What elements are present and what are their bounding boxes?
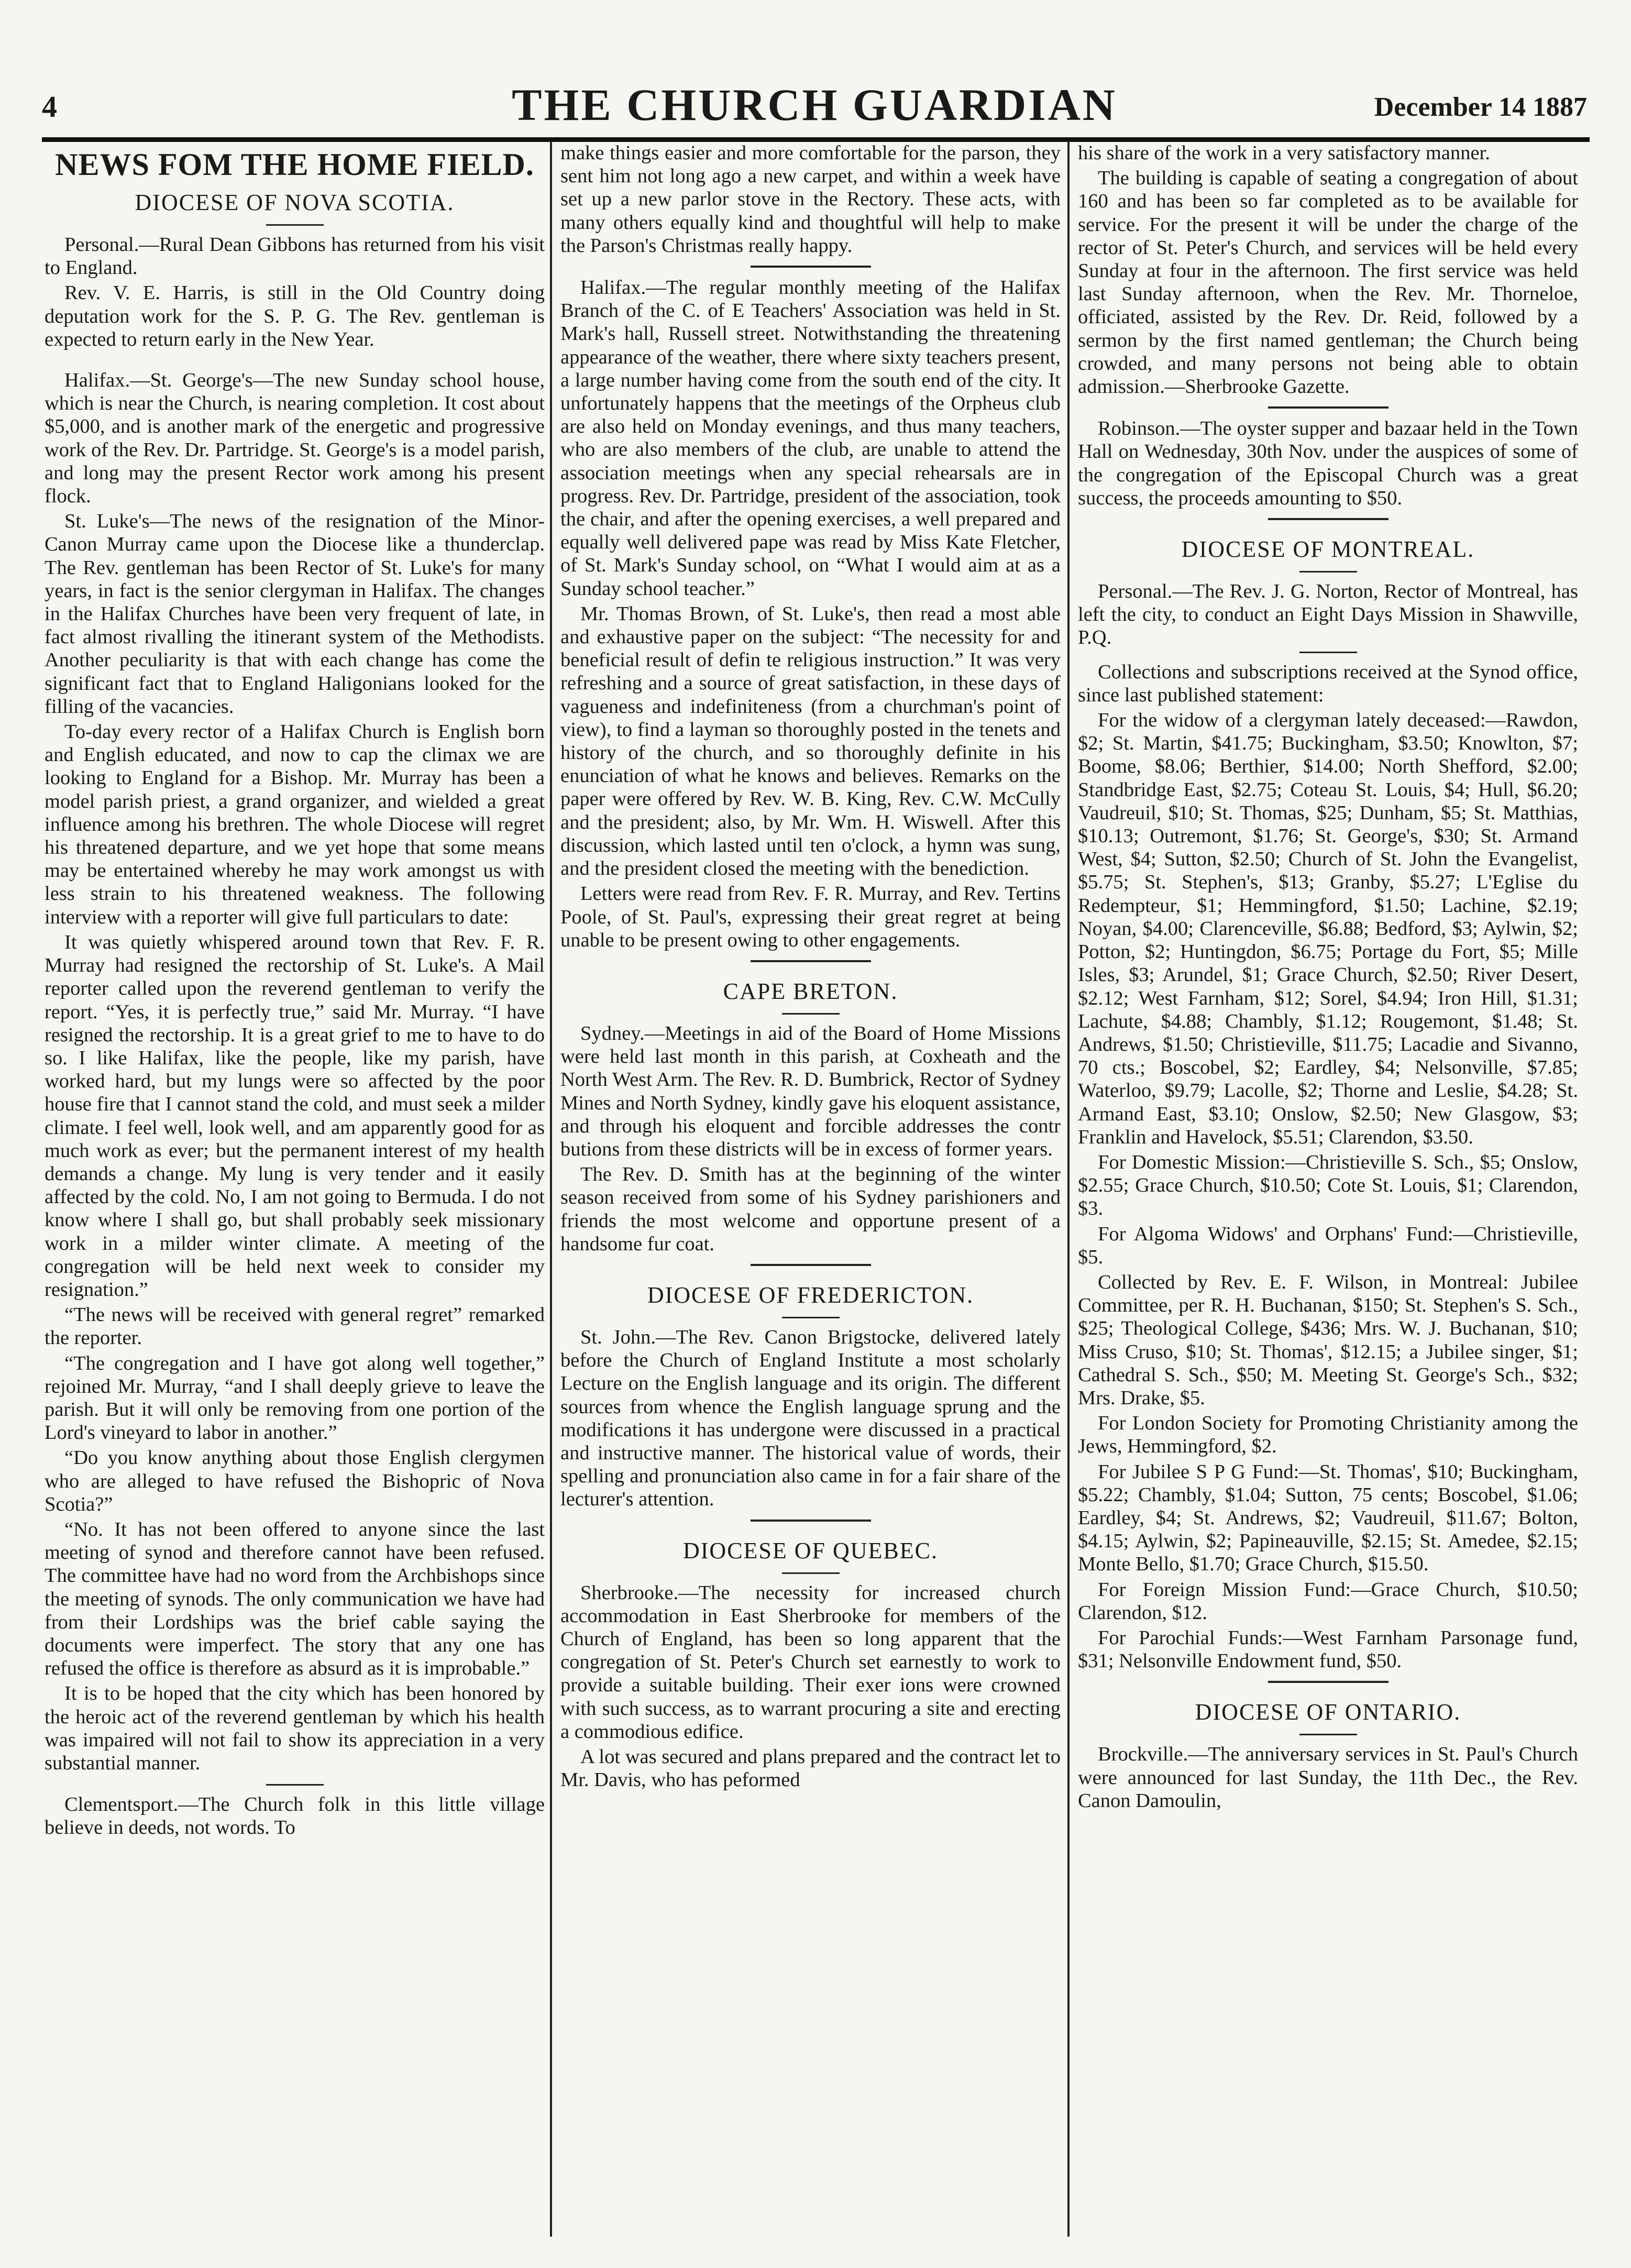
column-rule bbox=[1067, 141, 1070, 2237]
paragraph: Sydney.—Meetings in aid of the Board of Home Missions were held last month in this parish, at Coxheath and the North West Arm. The Rev. R. D. Bumbrick, Rector of Sydney Mines and North Sydney, kindly gave his eloquent assistance, and through his eloquent and forcible addresses the contr butions from these districts will be in excess of former years. bbox=[560, 1022, 1061, 1160]
paragraph: Sherbrooke.—The necessity for increased church accommodation in East Sherbrooke for members of the Church of England, has been so long apparent that the congregation of St. Peter's Church set earnestly to work to provide a suitable building. Their exer ions were crowned with such success, as to warrant procuring a site and erecting a commodious edifice. bbox=[560, 1581, 1061, 1743]
paragraph: Halifax.—St. George's—The new Sunday school house, which is near the Church, is nearing completion. It cost about $5,000, and is another mark of the energetic and progressive work of the Rev. Dr. Partridge. St. George's is a model parish, and long may the present Rector work among his present flock. bbox=[45, 369, 545, 508]
paragraph: For Foreign Mission Fund:—Grace Church, $10.50; Clarendon, $12. bbox=[1078, 1578, 1578, 1624]
divider bbox=[266, 224, 324, 226]
masthead bbox=[42, 79, 1587, 136]
paragraph: “Do you know anything about those English clergymen who are alleged to have refused the Bishopric of Nova Scotia?” bbox=[45, 1447, 545, 1515]
paragraph: For the widow of a clergyman lately deceased:—Rawdon, $2; St. Martin, $41.75; Buckingham, $3.50; Knowlton, $7; Boome, $8.06; Berthier, $14.00; North Shefford, $2.00; Standbridge East, $2.75; Coteau St. Louis, $4; Hull, $6.20; Vaudreuil, $10; St. Thomas, $25; Dunham, $5; St. Matthias, $10.13; Outremont, $1.76; St. George's, $30; St. Armand West, $4; Sutton, $2.50; Church of St. John the Evangelist, $5.75; St. Stephen's, $13; Granby, $5.27; L'Eglise du Redempteur, $1; Hemmingford, $1.50; Lachine, $2.19; Noyan, $4.00; Clarenceville, $6.88; Bedford, $3; Aylwin, $2; Potton, $2; Huntingdon, $6.75; Portage du Fort, $5; Mille Isles, $3; Arundel, $1; Grace Church, $2.50; River Desert, $2.12; West Farnham, $12; Sorel, $4.94; Iron Hill, $1.31; Lachute, $4.88; Chambly, $1.12; Rougemont, $1.48; St. Andrews, $1.50; Christieville, $11.75; Lacadie and Sivanno, 70 cts.; Boscobel, $2; Eardley, $4; Nelsonville, $7.85; Waterloo, $9.79; Lacolle, $2; Thorne and Leslie, $4.28; St. Armand East, $3.10; Onslow, $2.50; New Glasgow, $3; Franklin and Havelock, $5.51; Clarendon, $3.50. bbox=[1078, 709, 1578, 1148]
paragraph: Brockville.—The anniversary services in St. Paul's Church were announced for last Sunday, the 11th Dec., the Rev. Canon Damoulin, bbox=[1078, 1743, 1578, 1812]
divider bbox=[1299, 652, 1357, 653]
paragraph: Halifax.—The regular monthly meeting of the Halifax Branch of the C. of E Teachers' Association was held in St. Mark's hall, Russell street. Notwithstanding the threatening appearance of the weather, there where sixty teachers present, a large number having come from the south end of the city. It unfortunately happens that the meetings of the Orpheus club are also held on Monday evenings, and thus many teachers, who are also members of the club, are unable to attend the association meetings when any special rehearsals are in progress. Rev. Dr. Partridge, president of the association, took the chair, and after the opening exercises, a well prepared and equally well delivered pape was read by Miss Kate Fletcher, of St. Mark's Sunday school, on “What I would aim at as a Sunday school teacher.” bbox=[560, 277, 1061, 600]
diocese-heading: DIOCESE OF ONTARIO. bbox=[1195, 1699, 1461, 1725]
paragraph: make things easier and more comfortable for the parson, they sent him not long ago a new carpet, and within a week have set up a new parlor stove in the Rectory. These acts, with many others equally kind and thoughtful will help to make the Parson's Christmas really happy. bbox=[560, 142, 1061, 257]
divider bbox=[751, 960, 871, 962]
paragraph: For Algoma Widows' and Orphans' Fund:—Christieville, $5. bbox=[1078, 1223, 1578, 1268]
paragraph: Robinson.—The oyster supper and bazaar held in the Town Hall on Wednesday, 30th Nov. under the auspices of some of the congregation of the Episcopal Church was a great success, the proceeds amounting to $50. bbox=[1078, 417, 1578, 509]
paragraph: St. Luke's—The news of the resignation of the Minor-Canon Murray came upon the Diocese like a thunderclap. The Rev. gentleman has been Rector of St. Luke's for many years, in fact is the senior clergyman in Halifax. The changes in the Halifax Churches have been very frequent of late, in fact almost rivalling the itinerant system of the Methodists. Another peculiarity is that with each change has come the significant fact that to England Haligonians looked for the filling of the vacancies. bbox=[45, 510, 545, 718]
column-1 bbox=[45, 141, 545, 2252]
column-rule bbox=[550, 141, 552, 2237]
diocese-heading: DIOCESE OF FREDERICTON. bbox=[647, 1282, 974, 1308]
paragraph: Collections and subscriptions received at the Synod office, since last published statement: bbox=[1078, 660, 1578, 706]
diocese-heading: DIOCESE OF NOVA SCOTIA. bbox=[135, 190, 455, 215]
paragraph: It is to be hoped that the city which has been honored by the heroic act of the reverend gentleman by which his health was impaired will not fail to show its appreciation in a very substantial manner. bbox=[45, 1682, 545, 1774]
paragraph: It was quietly whispered around town that Rev. F. R. Murray had resigned the rectorship of St. Luke's. A Mail reporter called upon the reverend gentleman to verify the report. “Yes, it is perfectly true,” said Mr. Murray. “I have resigned the rectorship. It is a great grief to me to have to do so. I like Halifax, like the people, like my parish, have worked hard, but my lungs were so affected by the poor house fire that I cannot stand the cold, and must seek a milder climate. I feel well, look well, and am apparently good for as much work as ever; but the permanent interest of my health demands a change. My lung is very tender and it easily affected by the cold. No, I am not going to Bermuda. I do not know where I shall go, but shall probably seek missionary work in a milder winter climate. A meeting of the congregation will be held next week to consider my resignation.” bbox=[45, 931, 545, 1301]
divider bbox=[782, 1317, 840, 1318]
paragraph: To-day every rector of a Halifax Church is English born and English educated, and now to cap the climax we are looking to England for a Bishop. Mr. Murray has been a model parish priest, a grand organizer, and wielded a great influence among his brethren. The whole Diocese will regret his threatened departure, and we yet hope that some means may be entertained whereby he may work amongst us with less strain to his threatened weakness. The following interview with a reporter will give full particulars to date: bbox=[45, 721, 545, 928]
divider bbox=[1268, 406, 1388, 409]
page-number: 4 bbox=[42, 90, 57, 124]
divider bbox=[1299, 1734, 1357, 1735]
diocese-heading: DIOCESE OF QUEBEC. bbox=[682, 1537, 939, 1564]
paragraph: Rev. V. E. Harris, is still in the Old Country doing deputation work for the S. P. G. The Rev. gentleman is expected to return early in the New Year. bbox=[45, 282, 545, 350]
paragraph: Clementsport.—The Church folk in this little village believe in deeds, not words. To bbox=[45, 1793, 545, 1839]
paragraph: The Rev. D. Smith has at the beginning of the winter season received from some of his Sydney parishioners and friends the most welcome and opportune present of a handsome fur coat. bbox=[560, 1163, 1061, 1255]
paragraph: Collected by Rev. E. F. Wilson, in Montreal: Jubilee Committee, per R. H. Buchanan, $150; St. Stephen's S. Sch., $25; Theological College, $436; Mrs. W. J. Buchanan, $10; Miss Cruso, $10; St. Thomas', $12.15; a Jubilee singer, $1; Cathedral S. Sch., $50; M. Meeting St. George's Sch., $32; Mrs. Drake, $5. bbox=[1078, 1271, 1578, 1409]
column-3 bbox=[1078, 141, 1578, 2252]
divider bbox=[1268, 518, 1388, 520]
paragraph: A lot was secured and plans prepared and the contract let to Mr. Davis, who has peformed bbox=[560, 1745, 1061, 1791]
divider bbox=[751, 266, 871, 268]
divider bbox=[1299, 571, 1357, 572]
paragraph: his share of the work in a very satisfactory manner. bbox=[1078, 142, 1490, 164]
divider bbox=[782, 1013, 840, 1015]
paragraph: Personal.—The Rev. J. G. Norton, Rector of Montreal, has left the city, to conduct an Eight Days Mission in Shawville, P.Q. bbox=[1078, 580, 1578, 649]
diocese-heading: DIOCESE OF MONTREAL. bbox=[1181, 536, 1475, 563]
divider bbox=[751, 1264, 871, 1266]
paragraph: Letters were read from Rev. F. R. Murray, and Rev. Tertins Poole, of St. Paul's, expressing their great regret at being unable to be present owing to other engagements. bbox=[560, 883, 1061, 951]
paragraph: For London Society for Promoting Christianity among the Jews, Hemmingford, $2. bbox=[1078, 1412, 1578, 1458]
paragraph: The building is capable of seating a congregation of about 160 and has been so far completed as to be available for service. For the present it will be under the charge of the rector of St. Peter's Church, and services will be held every Sunday at four in the afternoon. The first service was held last Sunday afternoon, when the Rev. Mr. Thorneloe, officiated, assisted by the Rev. Dr. Reid, followed by a sermon by the first named gentleman; the Church being crowded, and many persons not being able to obtain admission.—Sherbrooke Gazette. bbox=[1078, 167, 1578, 398]
diocese-heading: CAPE BRETON. bbox=[723, 978, 898, 1004]
section-heading: NEWS FOM THE HOME FIELD. bbox=[55, 147, 534, 182]
paragraph: For Domestic Mission:—Christieville S. Sch., $5; Onslow, $2.55; Grace Church, $10.50; Cote St. Louis, $1; Clarendon, $3. bbox=[1078, 1151, 1578, 1220]
column-2 bbox=[560, 141, 1061, 2252]
divider bbox=[1268, 1681, 1388, 1683]
divider bbox=[266, 1784, 324, 1786]
paragraph: Personal.—Rural Dean Gibbons has returned from his visit to England. bbox=[45, 234, 545, 279]
divider bbox=[782, 1572, 840, 1574]
newspaper-title: THE CHURCH GUARDIAN bbox=[512, 80, 1117, 130]
paragraph: Mr. Thomas Brown, of St. Luke's, then read a most able and exhaustive paper on the subject: “The necessity for and beneficial result of defin te religious instruction.” It was very refreshing and a source of great satisfaction, in these days of vagueness and indefiniteness (from a churchman's point of view), to find a layman so thoroughly posted in the tenets and history of the church, and so thoroughly definite in his enunciation of what he knows and believes. Remarks on the paper were offered by Rev. W. B. King, Rev. C.W. McCully and the president; also, by Mr. Wm. H. Wiswell. After this discussion, which lasted until ten o'clock, a hymn was sung, and the president closed the meeting with the benediction. bbox=[560, 602, 1061, 880]
paragraph: For Jubilee S P G Fund:—St. Thomas', $10; Buckingham, $5.22; Chambly, $1.04; Sutton, 75 cents; Boscobel, $1.06; Eardley, $4; St. Andrews, $2; Vaudreuil, $11.67; Bolton, $4.15; Aylwin, $2; Papineauville, $2.15; St. Amedee, $2.15; Monte Bello, $1.70; Grace Church, $15.50. bbox=[1078, 1460, 1578, 1576]
issue-date: December 14 1887 bbox=[1374, 92, 1587, 122]
paragraph: “The news will be received with general regret” remarked the reporter. bbox=[45, 1304, 545, 1349]
divider bbox=[751, 1520, 871, 1522]
paragraph: “The congregation and I have got along well together,” rejoined Mr. Murray, “and I shall deeply grieve to leave the parish. But it will only be removing from one portion of the Lord's vineyard to labor in another.” bbox=[45, 1352, 545, 1444]
paragraph: St. John.—The Rev. Canon Brigstocke, delivered lately before the Church of England Institute a most scholarly Lecture on the English language and its origin. The different sources from whence the English language sprung and the modifications it has undergone were discussed in a practical and instructive manner. The historical value of words, their spelling and pronunciation also came in for a fair share of the lecturer's attention. bbox=[560, 1326, 1061, 1511]
paragraph: “No. It has not been offered to anyone since the last meeting of synod and therefore cannot have been refused. The committee have had no word from the Archbishops since the meeting of synods. The only communication we have had from their Lordships was the brief cable saying the documents were imperfect. The story that any one has refused the office is therefore as absurd as it is improbable.” bbox=[45, 1518, 545, 1680]
paragraph: For Parochial Funds:—West Farnham Parsonage fund, $31; Nelsonville Endowment fund, $50. bbox=[1078, 1626, 1578, 1672]
